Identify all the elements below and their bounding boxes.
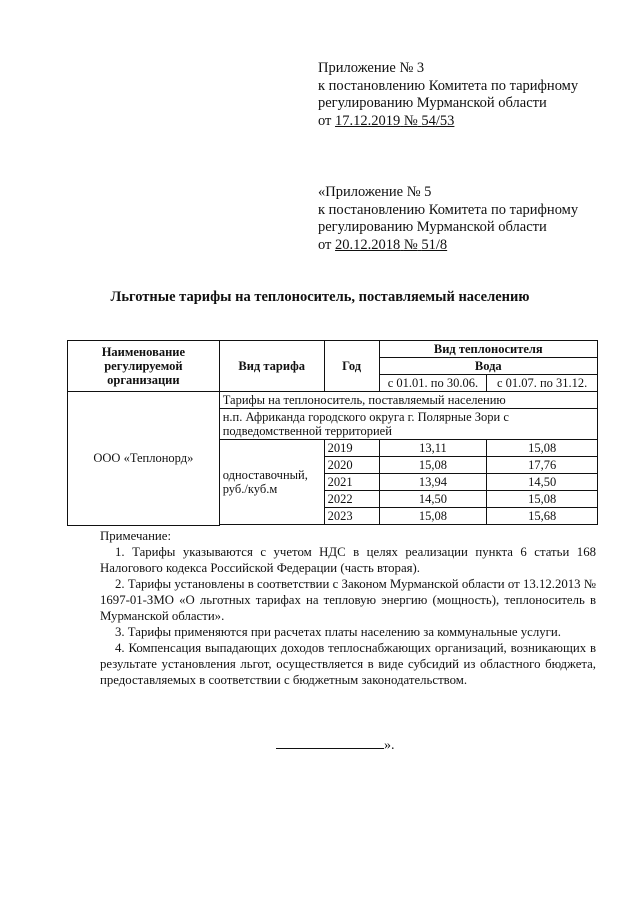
value-cell: 14,50 <box>379 491 487 508</box>
header-carrier: Вид теплоносителя <box>379 341 597 358</box>
header-period-2: с 01.07. по 31.12. <box>487 375 598 392</box>
header-period-1: с 01.01. по 30.06. <box>379 375 487 392</box>
section-cell: Тарифы на теплоноситель, поставляемый населению <box>219 392 597 409</box>
value-cell: 15,68 <box>487 508 598 525</box>
table-row <box>68 392 598 409</box>
appendix-5-title: «Приложение № 5 <box>318 184 432 200</box>
notes-heading: Примечание: <box>100 529 171 543</box>
appendix-3-line2: к постановлению Комитета по тарифному <box>318 77 579 94</box>
appendix-5-num-label: № <box>403 236 418 253</box>
value-cell: 13,94 <box>379 474 487 491</box>
value-cell: 15,08 <box>379 508 487 525</box>
header-water: Вода <box>379 358 597 375</box>
territory-cell: н.п. Африканда городского округа г. Полярные Зори с подведомственной территорией <box>219 409 597 440</box>
appendix-3-line3: регулированию Мурманской области <box>318 95 547 111</box>
note-1: 1. Тарифы указываются с учетом НДС в целях реализации пункта 6 статьи 168 Налогового кодекса Российской Федерации (часть вторая). <box>100 545 596 575</box>
appendix-3-date-line <box>318 113 578 131</box>
closing-mark <box>276 736 395 754</box>
value-cell: 15,08 <box>379 457 487 474</box>
value-cell: 14,50 <box>487 474 598 491</box>
appendix-3-num-label: № <box>403 112 418 129</box>
appendix-5-from: от <box>318 236 332 253</box>
value-cell: 15,08 <box>487 440 598 457</box>
year-cell: 2022 <box>324 491 379 508</box>
table-header-row <box>68 341 598 358</box>
header-tariff-type: Вид тарифа <box>219 341 324 392</box>
header-organization: Наименование регулируемой организации <box>68 341 220 392</box>
value-cell: 15,08 <box>487 491 598 508</box>
appendix-5-date-line <box>318 237 578 255</box>
appendix-5-number: 51/8 <box>421 236 448 253</box>
appendix-5-date: 20.12.2018 <box>335 236 401 253</box>
note-2: 2. Тарифы установлены в соответствии с Законом Мурманской области от 13.12.2013 № 1697-01-ЗМО «О льготных тарифах на тепловую энергию (мощность), теплоноситель в Мурманской области». <box>100 577 596 623</box>
tariff-table <box>67 340 598 526</box>
appendix-5-line3: регулированию Мурманской области <box>318 219 547 235</box>
notes-section <box>100 528 596 688</box>
year-cell: 2021 <box>324 474 379 491</box>
year-cell: 2020 <box>324 457 379 474</box>
appendix-3-from: от <box>318 112 332 129</box>
organization-cell: ООО «Теплонорд» <box>68 392 220 526</box>
year-cell: 2023 <box>324 508 379 525</box>
appendix-3-date: 17.12.2019 <box>335 112 401 129</box>
tariff-name-cell: одноставочный, руб./куб.м <box>219 440 324 525</box>
appendix-3-number: 54/53 <box>421 112 455 129</box>
appendix-5-line2: к постановлению Комитета по тарифному <box>318 201 579 218</box>
appendix-5-header <box>318 184 578 254</box>
closing-underline <box>276 736 384 749</box>
appendix-3-title: Приложение № 3 <box>318 60 425 76</box>
note-3: 3. Тарифы применяются при расчетах платы населению за коммунальные услуги. <box>115 625 561 639</box>
document-title: Льготные тарифы на теплоноситель, поставляемый населению <box>110 289 530 305</box>
year-cell: 2019 <box>324 440 379 457</box>
header-year: Год <box>324 341 379 392</box>
note-4: 4. Компенсация выпадающих доходов теплоснабжающих организаций, возникающих в результате установления льгот, осуществляется в виде субсидий из областного бюджета, предоставляемых в соответствии с бюджетным законодательством. <box>100 641 596 687</box>
value-cell: 13,11 <box>379 440 487 457</box>
appendix-3-header <box>318 60 578 130</box>
value-cell: 17,76 <box>487 457 598 474</box>
closing-quote: ». <box>384 738 395 753</box>
